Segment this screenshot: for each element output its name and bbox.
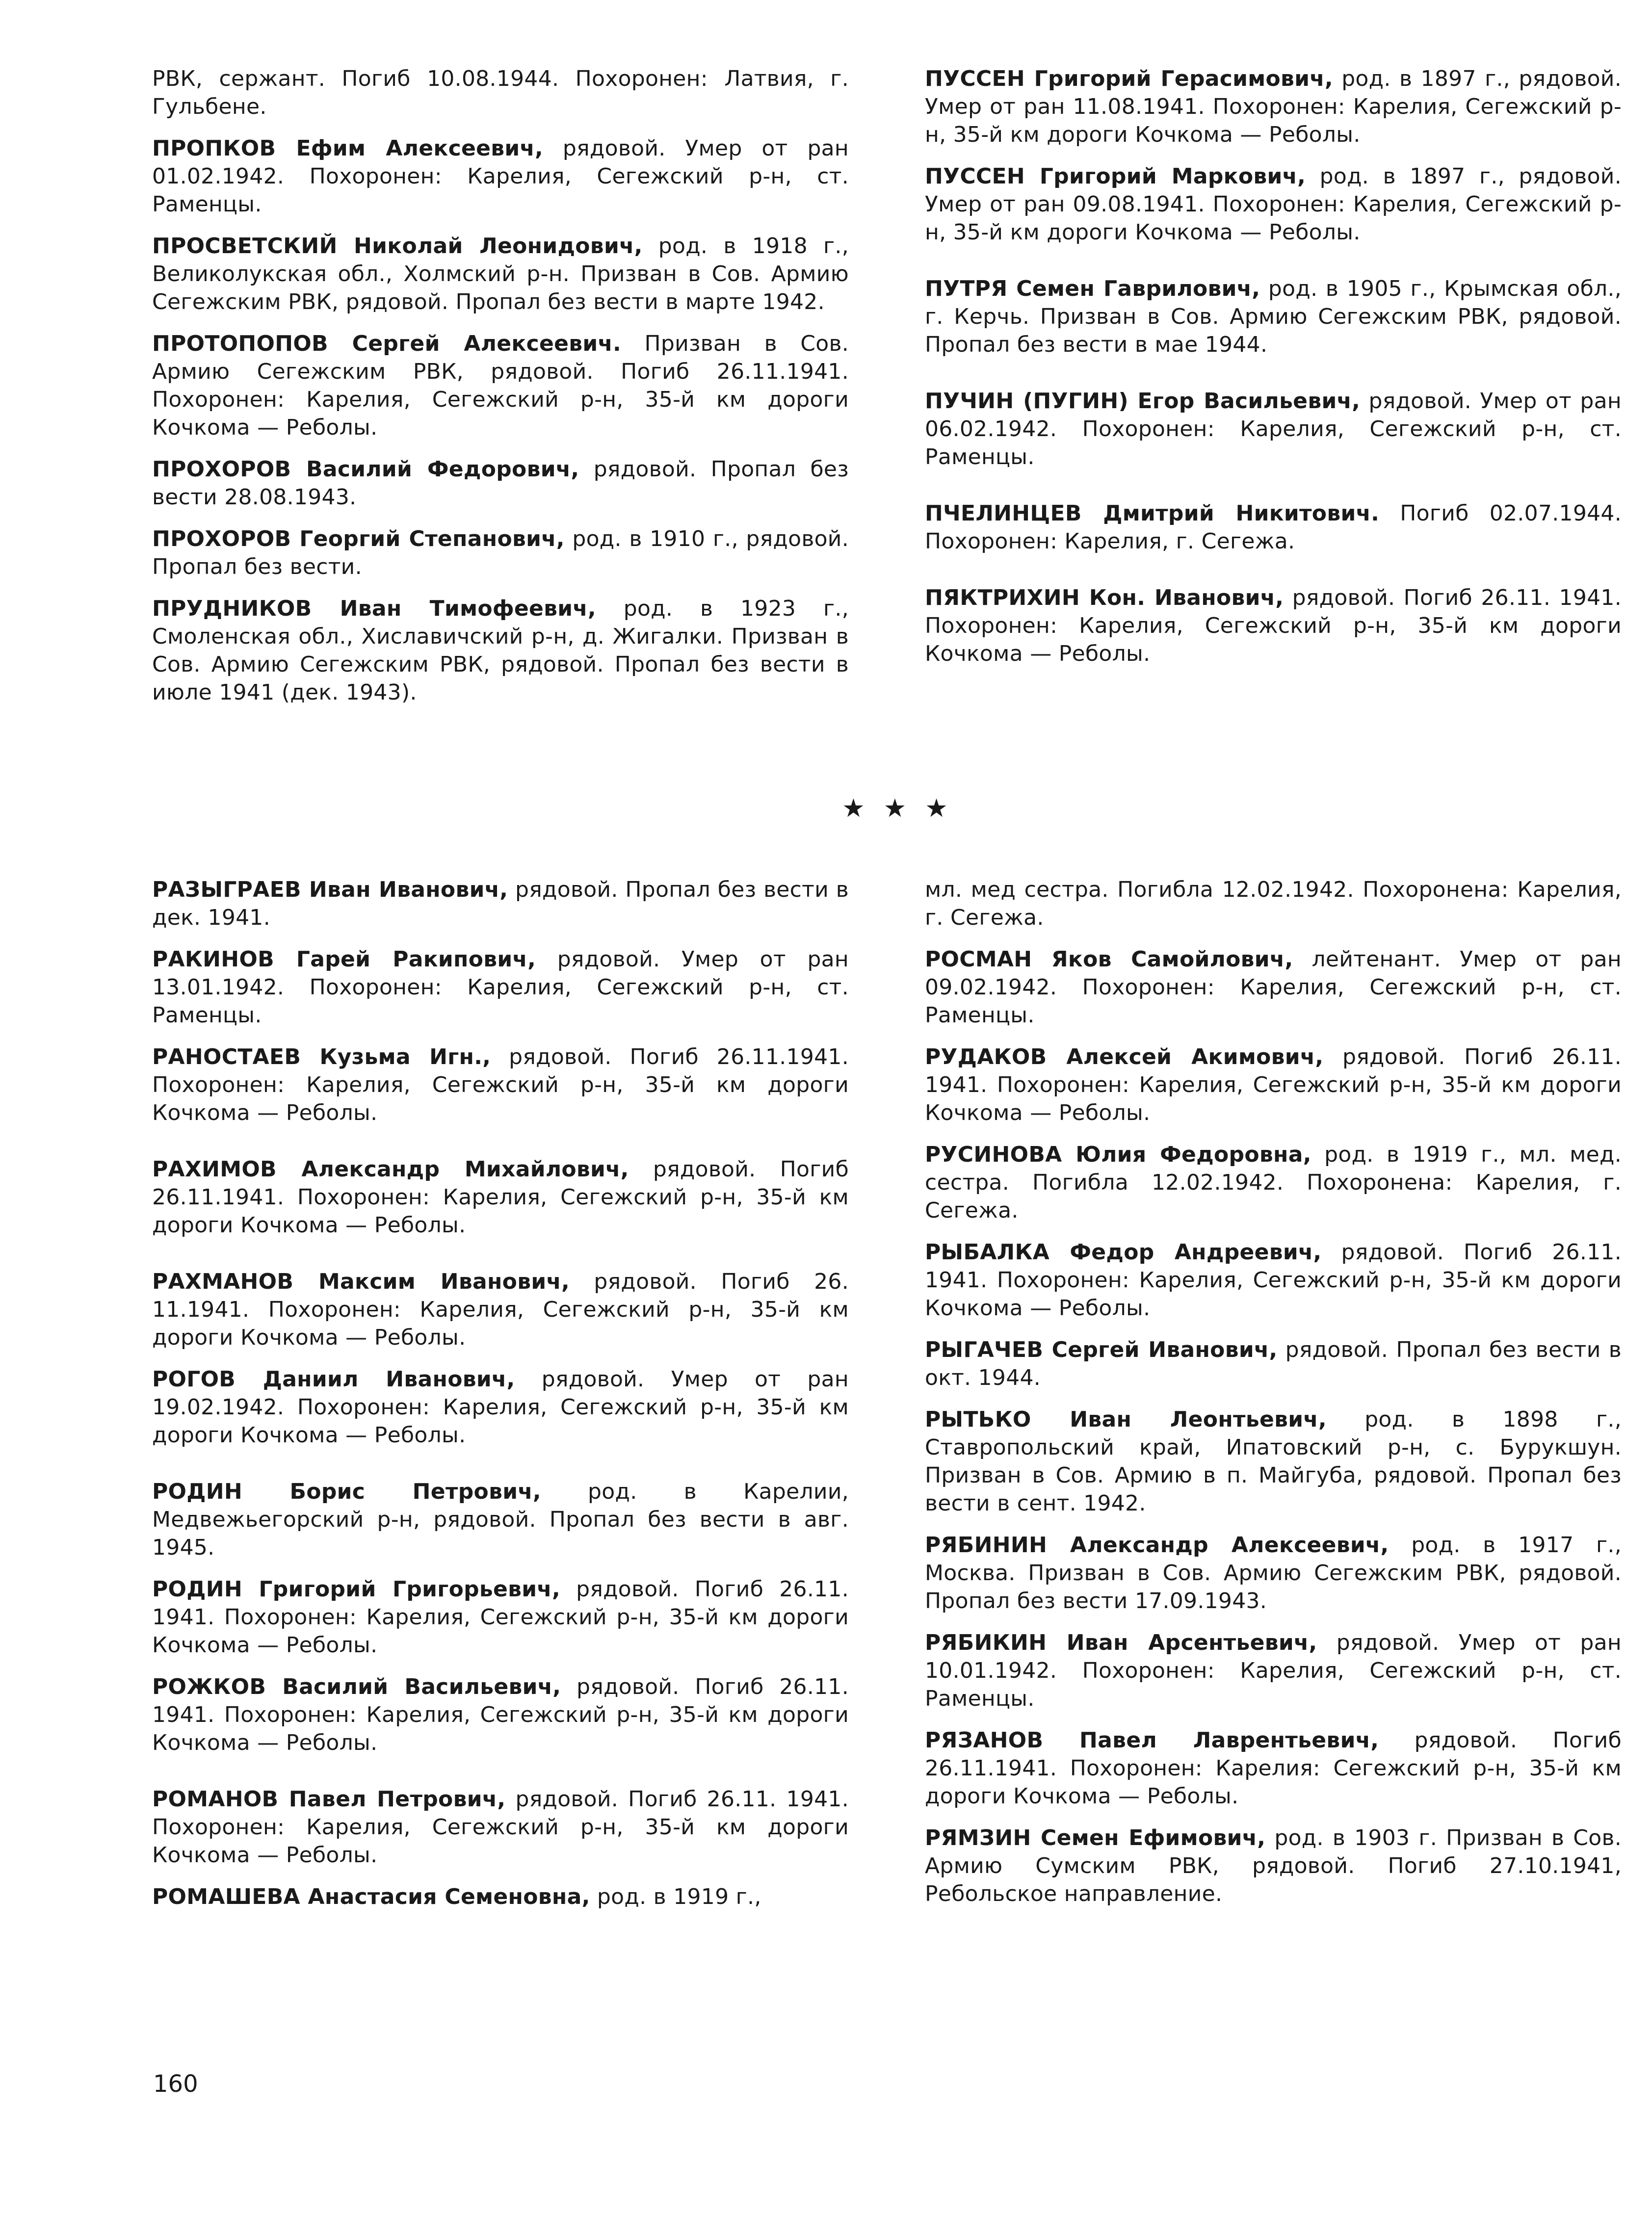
entry-text: рядовой. Погиб 26.11.1941. Похоронен: Карелия, Сегежский р-н, 35-й км дороги Кочкома — Реболы. (152, 1044, 849, 1125)
list-item (152, 1365, 849, 1449)
entry-text: лейтенант. Умер от ран 09.02.1942. Похоронен: Карелия, Сегежский р-н, ст. Раменцы. (925, 947, 1622, 1028)
column-top-right (925, 65, 1622, 681)
list-item (925, 876, 1622, 932)
entry-name: РАНОСТАЕВ Кузьма Игн., (152, 1044, 491, 1069)
entry-text: род. в 1897 г., рядовой. Умер от ран 11.08.1941. Похоронен: Карелия, Сегежский р-н, 35-й км дороги Кочкома — Реболы. (925, 66, 1622, 147)
entry-name: РУДАКОВ Алексей Акимович, (925, 1044, 1324, 1069)
entry-name: ПЧЕЛИНЦЕВ Дмитрий Никитович. (925, 501, 1380, 526)
entry-name: РУСИНОВА Юлия Федоровна, (925, 1142, 1311, 1167)
entry-name: РАХМАНОВ Максим Иванович, (152, 1269, 570, 1294)
list-item (152, 1575, 849, 1659)
entry-name: РОМАШЕВА Анастасия Семеновна, (152, 1884, 590, 1909)
entry-text: рядовой. Пропал без вести в дек. 1941. (152, 877, 849, 930)
list-item (925, 499, 1622, 555)
list-item (152, 1268, 849, 1352)
entry-text: рядовой. Погиб 26.11. 1941. Похоронен: Карелия, Сегежский р-н, 35-й км дороги Кочкома — Реболы. (925, 1240, 1622, 1321)
entry-text: рядовой. Погиб 26.11. 1941. Похоронен: Карелия, Сегежский р-н, 35-й км дороги Кочкома — Реболы. (152, 1674, 849, 1755)
column-bottom-right (925, 876, 1622, 1922)
list-item (152, 232, 849, 316)
entry-name: РАХИМОВ Александр Михайлович, (152, 1157, 629, 1182)
list-item (925, 1238, 1622, 1322)
entry-name: ПРОХОРОВ Георгий Степанович, (152, 526, 565, 551)
list-item (925, 387, 1622, 471)
section-separator-stars: ★★★ (842, 794, 967, 823)
entry-text: рядовой. Погиб 26.11. 1941. Похоронен: Карелия, Сегежский р-н, 35-й км дороги Кочкома — Реболы. (925, 585, 1622, 666)
list-item (925, 1824, 1622, 1908)
entry-text: рядовой. Погиб 26. 11.1941. Похоронен: Карелия, Сегежский р-н, 35-й км дороги Кочкома — Реболы. (152, 1269, 849, 1350)
list-item (925, 1043, 1622, 1127)
list-item (152, 65, 849, 121)
entry-text: род. в 1923 г., Смоленская обл., Хиславичский р-н, д. Жигалки. Призван в Сов. Армию Сегежским РВК, рядовой. Пропал без вести в июле 1941 (дек. 1943). (152, 596, 849, 705)
entry-text: рядовой. Умер от ран 06.02.1942. Похоронен: Карелия, Сегежский р-н, ст. Раменцы. (925, 389, 1622, 469)
entry-text: род. в 1919 г., (590, 1884, 761, 1909)
list-item (152, 1478, 849, 1562)
entry-name: ПУССЕН Григорий Маркович, (925, 164, 1306, 189)
entry-text: род. в Карелии, Медвежьегорский р-н, рядовой. Пропал без вести в авг. 1945. (152, 1479, 849, 1560)
list-item (925, 1629, 1622, 1713)
entry-text: рядовой. Умер от ран 01.02.1942. Похоронен: Карелия, Сегежский р-н, ст. Раменцы. (152, 136, 849, 217)
list-item (925, 65, 1622, 149)
entry-text: род. в 1919 г., мл. мед. сестра. Погибла 12.02.1942. Похоронена: Карелия, г. Сегежа. (925, 1142, 1622, 1223)
entry-name: ПРОПКОВ Ефим Алексеевич, (152, 136, 544, 161)
entry-text: рядовой. Погиб 26.11. 1941. Похоронен: Карелия, Сегежский р-н, 35-й км дороги Кочкома — Реболы. (152, 1577, 849, 1658)
list-item (152, 595, 849, 706)
entry-text: Погиб 02.07.1944. Похоронен: Карелия, г. Сегежа. (925, 501, 1622, 554)
entry-name: РАКИНОВ Гарей Ракипович, (152, 947, 536, 972)
list-item (925, 1726, 1622, 1810)
list-item (152, 945, 849, 1029)
entry-name: ПРОСВЕТСКИЙ Николай Леонидович, (152, 234, 643, 259)
entry-text: род. в 1910 г., рядовой. Пропал без вести. (152, 526, 849, 579)
entry-name: РАЗЫГРАЕВ Иван Иванович, (152, 877, 508, 902)
entry-name: РОДИН Григорий Григорьевич, (152, 1577, 560, 1602)
list-item (152, 134, 849, 218)
entry-text: род. в 1905 г., Крымская обл., г. Керчь. Призван в Сов. Армию Сегежским РВК, рядовой. Пропал без вести в мае 1944. (925, 276, 1622, 357)
entry-text: мл. мед сестра. Погибла 12.02.1942. Похоронена: Карелия, г. Сегежа. (925, 877, 1622, 930)
entry-name: ПУЧИН (ПУГИН) Егор Васильевич, (925, 389, 1361, 414)
entry-name: РЫТЬКО Иван Леонтьевич, (925, 1407, 1327, 1432)
entry-text: рядовой. Умер от ран 19.02.1942. Похоронен: Карелия, Сегежский р-н, 35-й км дороги Кочкома — Реболы. (152, 1367, 849, 1448)
entry-text: рядовой. Умер от ран 13.01.1942. Похоронен: Карелия, Сегежский р-н, ст. Раменцы. (152, 947, 849, 1028)
list-item (152, 525, 849, 581)
page-number: 160 (153, 2070, 198, 2098)
list-item (925, 162, 1622, 246)
entry-name: РЯБИКИН Иван Арсентьевич, (925, 1630, 1317, 1655)
entry-text: рядовой. Погиб 26.11.1941. Похоронен: Карелия, Сегежский р-н, 35-й км дороги Кочкома — Реболы. (152, 1157, 849, 1238)
entry-text: род. в 1917 г., Москва. Призван в Сов. Армию Сегежским РВК, рядовой. Пропал без вести 17.09.1943. (925, 1533, 1622, 1614)
entry-text: род. в 1897 г., рядовой. Умер от ран 09.08.1941. Похоронен: Карелия, Сегежский р-н, 35-й км дороги Кочкома — Реболы. (925, 164, 1622, 245)
list-item (925, 275, 1622, 359)
entry-text: рядовой. Пропал без вести в окт. 1944. (925, 1337, 1622, 1390)
entry-name: РЯМЗИН Семен Ефимович, (925, 1825, 1266, 1850)
list-item (152, 1155, 849, 1239)
list-item (925, 1336, 1622, 1392)
entry-name: ПУССЕН Григорий Герасимович, (925, 66, 1333, 91)
entry-name: ПРОТОПОПОВ Сергей Алексеевич. (152, 331, 622, 356)
list-item (152, 1673, 849, 1757)
list-item (152, 455, 849, 511)
column-bottom-left (152, 876, 849, 1925)
entry-name: РОГОВ Даниил Иванович, (152, 1367, 515, 1392)
entry-name: РЫБАЛКА Федор Андреевич, (925, 1240, 1322, 1265)
list-item (152, 1043, 849, 1127)
entry-name: РОСМАН Яков Самойлович, (925, 947, 1293, 972)
list-item (925, 584, 1622, 668)
entry-name: ПРУДНИКОВ Иван Тимофеевич, (152, 596, 596, 621)
list-item (925, 945, 1622, 1029)
list-item (152, 1883, 849, 1911)
entry-name: РЫГАЧЕВ Сергей Иванович, (925, 1337, 1278, 1362)
list-item (925, 1531, 1622, 1615)
entry-name: ПУТРЯ Семен Гаврилович, (925, 276, 1260, 301)
entry-name: ПЯКТРИХИН Кон. Иванович, (925, 585, 1284, 610)
column-top-left (152, 65, 849, 720)
entry-text: род. в 1903 г. Призван в Сов. Армию Сумским РВК, рядовой. Погиб 27.10.1941, Ребольское направление. (925, 1825, 1622, 1906)
entry-name: РОМАНОВ Павел Петрович, (152, 1787, 506, 1812)
entry-text: рядовой. Погиб 26.11.1941. Похоронен: Карелия: Сегежский р-н, 35-й км дороги Кочкома — Реболы. (925, 1728, 1622, 1809)
entry-text: рядовой. Погиб 26.11. 1941. Похоронен: Карелия, Сегежский р-н, 35-й км дороги Кочкома — Реболы. (925, 1044, 1622, 1125)
list-item (925, 1141, 1622, 1224)
entry-name: РЯЗАНОВ Павел Лаврентьевич, (925, 1728, 1379, 1753)
list-item (152, 876, 849, 932)
entry-name: РОДИН Борис Петрович, (152, 1479, 541, 1504)
entry-text: рядовой. Умер от ран 10.01.1942. Похоронен: Карелия, Сегежский р-н, ст. Раменцы. (925, 1630, 1622, 1711)
entry-text: род. в 1898 г., Ставропольский край, Ипатовский р-н, с. Бурукшун. Призван в Сов. Армию в п. Майгуба, рядовой. Пропал без вести в сент. 1942. (925, 1407, 1622, 1516)
entry-name: ПРОХОРОВ Василий Федорович, (152, 457, 579, 482)
list-item (152, 330, 849, 442)
entry-name: РОЖКОВ Василий Васильевич, (152, 1674, 561, 1699)
entry-text: рядовой. Пропал без вести 28.08.1943. (152, 457, 849, 510)
entry-text: род. в 1918 г., Великолукская обл., Холмский р-н. Призван в Сов. Армию Сегежским РВК, рядовой. Пропал без вести в марте 1942. (152, 234, 849, 314)
entry-text: РВК, сержант. Погиб 10.08.1944. Похоронен: Латвия, г. Гульбене. (152, 66, 849, 119)
entry-name: РЯБИНИН Александр Алексеевич, (925, 1533, 1389, 1558)
list-item (925, 1406, 1622, 1517)
list-item (152, 1785, 849, 1869)
entry-text: Призван в Сов. Армию Сегежским РВК, рядовой. Погиб 26.11.1941. Похоронен: Карелия, Сегежский р-н, 35-й км дороги Кочкома — Реболы. (152, 331, 849, 440)
entry-text: рядовой. Погиб 26.11. 1941. Похоронен: Карелия, Сегежский р-н, 35-й км дороги Кочкома — Реболы. (152, 1787, 849, 1868)
